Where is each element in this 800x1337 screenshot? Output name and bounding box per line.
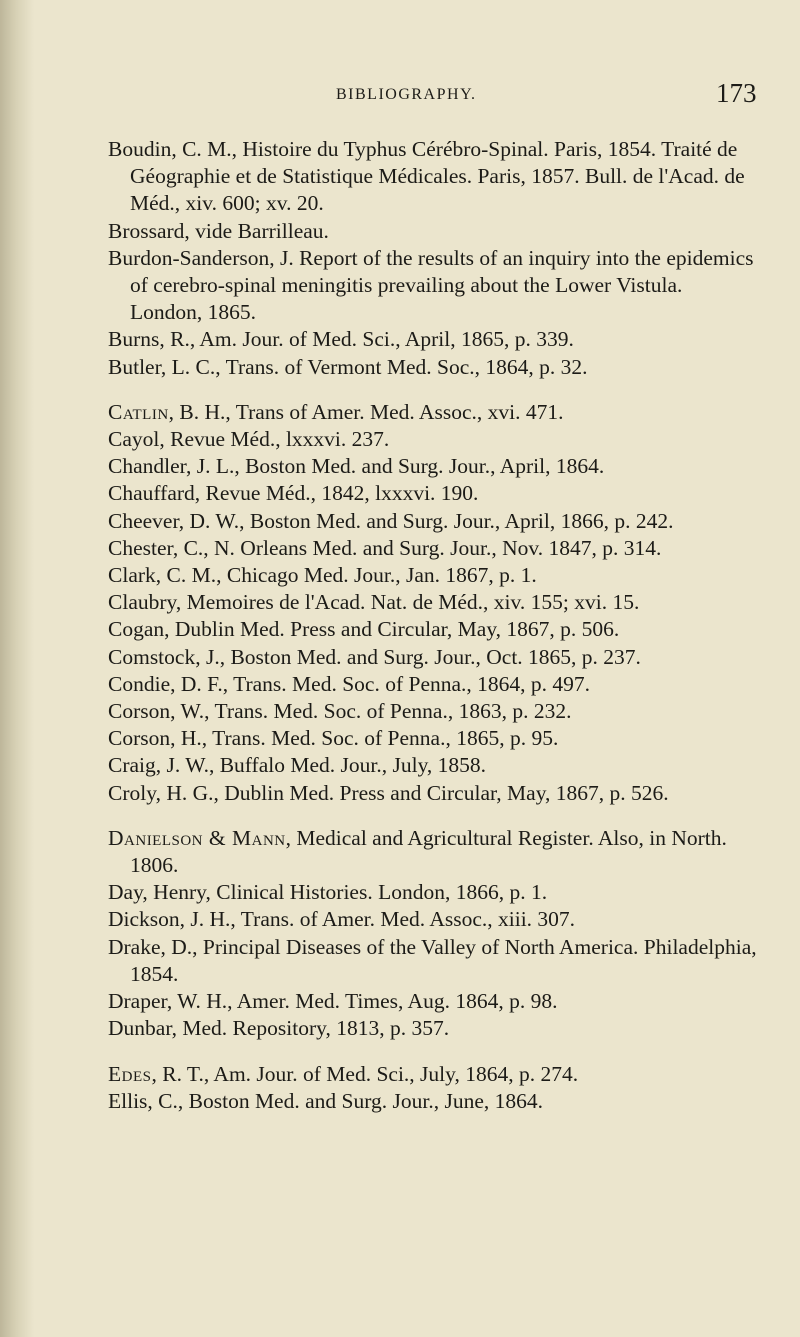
- bibliography-entry: Cayol, Revue Méd., lxxxvi. 237.: [108, 427, 390, 452]
- bibliography-group-d: [108, 825, 758, 1043]
- bibliography-entry: Catlin, B. H., Trans of Amer. Med. Assoc., xvi. 471.: [108, 399, 564, 424]
- bibliography-entry: Comstock, J., Boston Med. and Surg. Jour., Oct. 1865, p. 237.: [108, 644, 641, 669]
- bibliography-entry: Edes, R. T., Am. Jour. of Med. Sci., July, 1864, p. 274.: [108, 1061, 579, 1086]
- bibliography-group-b: [108, 136, 758, 381]
- bibliography-entry: Danielson & Mann, Medical and Agricultural Register. Also, in North. 1806.: [108, 825, 727, 878]
- entry-lead-author: Catlin: [108, 399, 169, 424]
- bibliography-entry: Boudin, C. M., Histoire du Typhus Cérébro-Spinal. Paris, 1854. Traité de Géographie et de Statistique Médicales. Paris, 1857. Bull. de l'Acad. de Méd., xiv. 600; xv. 20.: [108, 137, 745, 216]
- page-header: [0, 78, 800, 118]
- bibliography-entry: Cogan, Dublin Med. Press and Circular, May, 1867, p. 506.: [108, 617, 620, 642]
- bibliography-entry: Burns, R., Am. Jour. of Med. Sci., April, 1865, p. 339.: [108, 327, 574, 352]
- bibliography-group-c: [108, 399, 758, 807]
- page-number: 173: [716, 78, 757, 108]
- bibliography-entry: Croly, H. G., Dublin Med. Press and Circular, May, 1867, p. 526.: [108, 780, 669, 805]
- bibliography-list: [108, 136, 758, 1133]
- bibliography-entry: Clark, C. M., Chicago Med. Jour., Jan. 1867, p. 1.: [108, 563, 537, 588]
- bibliography-entry: Dickson, J. H., Trans. of Amer. Med. Assoc., xiii. 307.: [108, 907, 576, 932]
- bibliography-entry: Brossard, vide Barrilleau.: [108, 218, 329, 243]
- bibliography-entry: Craig, J. W., Buffalo Med. Jour., July, 1858.: [108, 753, 487, 778]
- bibliography-entry: Corson, H., Trans. Med. Soc. of Penna., 1865, p. 95.: [108, 726, 559, 751]
- bibliography-group-e: [108, 1061, 758, 1115]
- bibliography-entry: Ellis, C., Boston Med. and Surg. Jour., June, 1864.: [108, 1088, 543, 1113]
- running-head: BIBLIOGRAPHY.: [336, 86, 477, 103]
- bibliography-entry: Chauffard, Revue Méd., 1842, lxxxvi. 190.: [108, 481, 479, 506]
- bibliography-entry: Burdon-Sanderson, J. Report of the results of an inquiry into the epidemics of cerebro-spinal meningitis prevailing about the Lower Vistula. London, 1865.: [108, 245, 754, 325]
- bibliography-entry: Dunbar, Med. Repository, 1813, p. 357.: [108, 1016, 450, 1041]
- entry-lead-author: Danielson & Mann: [108, 825, 286, 850]
- bibliography-entry: Chandler, J. L., Boston Med. and Surg. Jour., April, 1864.: [108, 454, 605, 479]
- bibliography-entry: Chester, C., N. Orleans Med. and Surg. Jour., Nov. 1847, p. 314.: [108, 535, 662, 560]
- bibliography-entry: Condie, D. F., Trans. Med. Soc. of Penna., 1864, p. 497.: [108, 671, 591, 696]
- entry-lead-author: Edes: [108, 1061, 152, 1086]
- bibliography-entry: Drake, D., Principal Diseases of the Valley of North America. Philadelphia, 1854.: [108, 934, 757, 986]
- bibliography-entry: Butler, L. C., Trans. of Vermont Med. Soc., 1864, p. 32.: [108, 354, 588, 379]
- page-gutter-shadow: [0, 0, 34, 1337]
- bibliography-entry: Corson, W., Trans. Med. Soc. of Penna., 1863, p. 232.: [108, 699, 572, 724]
- bibliography-entry: Claubry, Memoires de l'Acad. Nat. de Méd., xiv. 155; xvi. 15.: [108, 590, 640, 615]
- bibliography-entry: Draper, W. H., Amer. Med. Times, Aug. 1864, p. 98.: [108, 989, 558, 1014]
- bibliography-entry: Day, Henry, Clinical Histories. London, 1866, p. 1.: [108, 880, 548, 905]
- bibliography-entry: Cheever, D. W., Boston Med. and Surg. Jour., April, 1866, p. 242.: [108, 508, 674, 533]
